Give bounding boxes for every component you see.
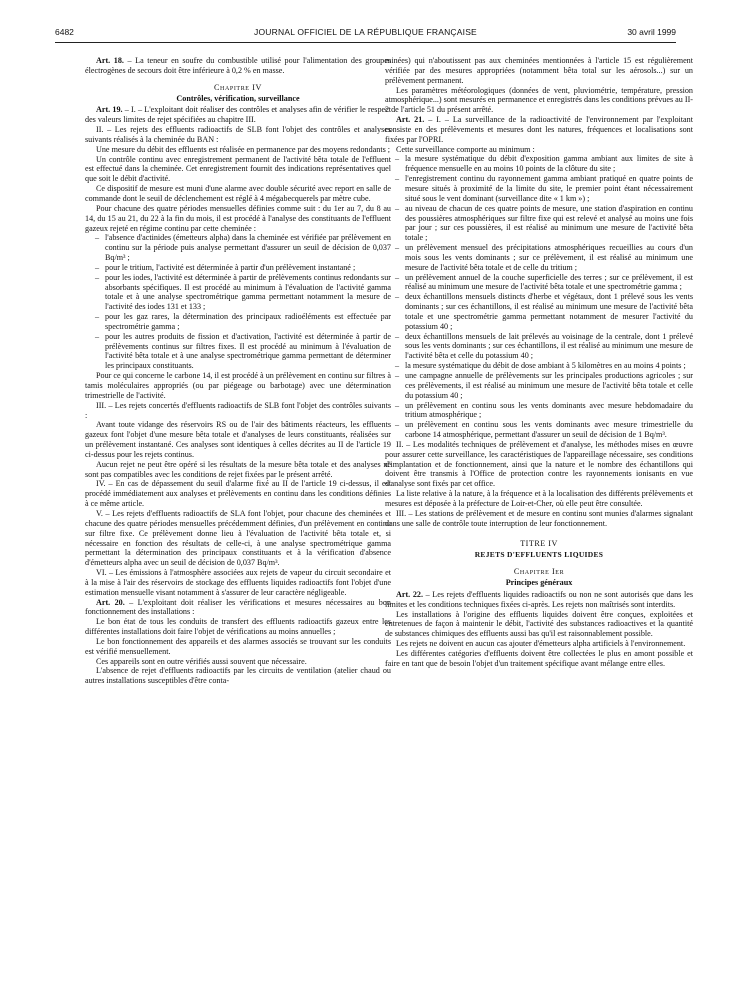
- paragraph: III. – Les stations de prélèvement et de mesure en continu sont munies d'alarmes signalant dans une salle de contrôle toute interruption de leur fonctionnement.: [385, 508, 693, 528]
- list-item: – un prélèvement mensuel des précipitations atmosphériques recueillies au cours d'un mois sous les vents dominants ; sur ce prélèvement, il est réalisé au minimum une mesure de l'activité bêta totale et de celle du tritium ;: [396, 243, 693, 273]
- article-18: [85, 56, 391, 76]
- journal-title: JOURNAL OFFICIEL DE LA RÉPUBLIQUE FRANÇAISE: [254, 27, 477, 37]
- article-19: [85, 105, 391, 125]
- article-18-label: Art. 18.: [96, 56, 124, 65]
- page-number: 6482: [55, 27, 74, 37]
- paragraph: Aucun rejet ne peut être opéré si les résultats de la mesure bêta totale et des analyses ne sont pas compatibles avec les conditions de rejet fixées par le présent arrêté.: [85, 459, 391, 479]
- left-column: [85, 56, 391, 686]
- list-item: – la mesure systématique du débit de dose ambiant à 5 kilomètres en au moins 4 points ;: [396, 361, 693, 371]
- article-21: [385, 115, 693, 145]
- header-rule: [55, 42, 676, 43]
- paragraph: Un contrôle continu avec enregistrement permanent de l'activité bêta totale de l'effluent est effectué dans la cheminée. Cet enregistrement fournit des indications représentatives quel que soit le débit d'activité.: [85, 154, 391, 184]
- paragraph: III. – Les rejets concertés d'effluents radioactifs de SLB font l'objet des contrôles suivants :: [85, 400, 391, 420]
- paragraph: Avant toute vidange des réservoirs RS ou de l'air des bâtiments réacteurs, les effluents gazeux font l'objet d'une mesure bêta totale et d'analyses de leurs constituants, réalisées sur un prélèvement instantané. Ces analyses sont identiques à celles décrites au II de l'article 19 ci-dessus pour les rejets continus.: [85, 420, 391, 459]
- paragraph: minées) qui n'aboutissent pas aux cheminées mentionnées à l'article 15 est régulièrement vérifiée par des mesures appropriées (notamment bêta total sur les aérosols...) sur un prélèvement permanent.: [385, 56, 693, 85]
- list-item: – pour les autres produits de fission et d'activation, l'activité est déterminée à partir de prélèvements continus sur filtres fixes. Il est procédé au minimum à l'évaluation de l'activité bêta totale et à une analyse spectrométrique gamma permettant de déterminer les principaux constituants.: [96, 332, 391, 371]
- paragraph: VI. – Les émissions à l'atmosphère associées aux rejets de vapeur du circuit secondaire et à la mise à l'air des réservoirs de stockage des effluents liquides radioactifs font l'objet d'une estimation mensuelle visant notamment à s'assurer de leur caractère négligeable.: [85, 568, 391, 597]
- paragraph: Cette surveillance comporte au minimum :: [396, 144, 535, 154]
- paragraph: Les paramètres météorologiques (données de vent, pluviométrie, température, pression atmosphérique...) sont mesurés en permanence et enregistrés dans les conditions prévues au II-2 de l'article 51 du présent arrêté.: [385, 85, 693, 115]
- article-22: [385, 590, 693, 610]
- list-item: – deux échantillons mensuels distincts d'herbe et végétaux, dont 1 prélevé sous les vents dominants ; sur ces échantillons, il est réalisé au minimum une mesure de l'activité bêta totale et une spectrométrie gamma permettant notamment de mesurer l'activité du potassium 40 ;: [396, 292, 693, 331]
- paragraph: IV. – En cas de dépassement du seuil d'alarme fixé au II de l'article 19 ci-dessus, il est procédé immédiatement aux analyses et prélèvements en continu dans les conditions définies à ce même article.: [85, 479, 391, 509]
- list-item: – une campagne annuelle de prélèvements sur les principales productions agricoles ; sur ces prélèvements, il est réalisé au minimum une mesure de l'activité bêta totale et celle du potassium 40 ;: [396, 371, 693, 401]
- list-item: – deux échantillons mensuels de lait prélevés au voisinage de la centrale, dont 1 prélevé sous les vents dominants ; sur ces échantillons, il est réalisé au minimum une mesure de l'activité bêta et celle du potassium 40 ;: [396, 332, 693, 362]
- article-21-label: Art. 21.: [396, 115, 425, 125]
- titre-heading: TITRE IV: [520, 538, 558, 548]
- paragraph: Une mesure du débit des effluents est réalisée en permanence par des moyens redondants ;: [96, 144, 391, 154]
- list-item: – l'enregistrement continu du rayonnement gamma ambiant pratiqué en quatre points de mesure situés à proximité de la limite du site, le premier point étant nécessairement situé sous le vent dominant (surveillance dite « 1 km ») ;: [396, 174, 693, 204]
- paragraph: Les différentes catégories d'effluents doivent être collectées le plus en amont possible et faire en tant que de besoin l'objet d'un traitement spécifique avant mélange entre elles.: [385, 648, 693, 668]
- paragraph: II. – Les modalités techniques de prélèvement et d'analyse, les méthodes mises en œuvre pour assurer cette surveillance, les caractéristiques de l'appareillage nécessaire, ses conditions d'implantation et de fonctionnement, ainsi que la nature et le nombre des échantillons qui doivent être transmis à l'Office de protection contre les rayonnements ionisants en vue d'analyse sont fixés par cet office.: [385, 439, 693, 489]
- article-22-text: – Les rejets d'effluents liquides radioactifs ou non ne sont autorisés que dans les limites et les conditions techniques fixées ci-après. Les rejets non maîtrisés sont interdits.: [385, 589, 693, 609]
- paragraph: Pour ce qui concerne le carbone 14, il est procédé à un prélèvement en continu sur filtres à tamis moléculaires appropriés (ou par piégeage ou barbotage) avec une détermination trimestrielle de l'activité.: [85, 371, 391, 400]
- list-item: – pour les gaz rares, la détermination des principaux radioéléments est effectuée par spectrométrie gamma ;: [96, 312, 391, 332]
- article-20-label: Art. 20.: [96, 597, 125, 607]
- article-18-text: – La teneur en soufre du combustible utilisé pour l'alimentation des groupes électrogènes de secours doit être inférieure à 0,2 % en masse.: [85, 56, 392, 75]
- paragraph: Les rejets ne doivent en aucun cas ajouter d'émetteurs alpha artificiels à l'environnement.: [396, 639, 686, 649]
- page-header: [55, 27, 676, 41]
- chapter-title: Principes généraux: [505, 578, 573, 588]
- list-item: – au niveau de chacun de ces quatre points de mesure, une station d'aspiration en continu des poussières atmosphériques sur filtre fixe qui est relevé et analysé au moins une fois par jour ; sur ces poussières, il est réalisé au minimum une mesure de l'activité bêta totale ;: [396, 204, 693, 243]
- chapter-title: Contrôles, vérification, surveillance: [176, 93, 300, 103]
- chapter-heading: Chapitre Ier: [513, 567, 565, 577]
- article-19-text: – I. – L'exploitant doit réaliser des contrôles et analyses afin de vérifier le respect des valeurs limites de rejet spécifiées au chapitre III.: [85, 105, 391, 125]
- article-20: [85, 598, 391, 618]
- list-item: – pour les iodes, l'activité est déterminée à partir de prélèvements continus redondants sur absorbants spécifiques. Il est procédé au minimum à l'évaluation de l'activité gamma totale et à une analyse spectrométrique gamma permettant notamment la mesure de l'activité des iodes 131 et 133 ;: [96, 273, 391, 312]
- paragraph: II. – Les rejets des effluents radioactifs de SLB font l'objet des contrôles et analyses suivants réalisés à la cheminée du BAN :: [85, 125, 391, 144]
- paragraph: Les installations à l'origine des effluents liquides doivent être conçues, exploitées et entretenues de façon à maintenir le débit, l'activité des substances radioactives et la quantité de substances chimiques des effluents aussi bas qu'il est raisonnablement possible.: [385, 609, 693, 639]
- paragraph: La liste relative à la nature, à la fréquence et à la localisation des différents prélèvements et mesures est déposée à la préfecture de Loir-et-Cher, où elle peut être consultée.: [385, 489, 693, 508]
- analysis-list: [85, 233, 391, 371]
- article-21-text: – I. – La surveillance de la radioactivité de l'environnement par l'exploitant consiste en des prélèvements et mesures dont les natures, fréquences et localisations sont fixées par l'OPRI.: [385, 115, 693, 144]
- surveillance-list: [385, 154, 693, 439]
- list-item: – la mesure systématique du débit d'exposition gamma ambiant aux limites de site à fréquence mensuelle en au moins 10 points de la clôture du site ;: [396, 154, 693, 174]
- paragraph: V. – Les rejets d'effluents radioactifs de SLA font l'objet, pour chacune des cheminées et chacune des quatre périodes mensuelles précédemment définies, d'un prélèvement en continu sur filtre fixe. Ce prélèvement donne lieu à l'évaluation de l'activité bêta totale et, si nécessaire en fonction des résultats de celle-ci, à une analyse spectrométrique gamma permettant la détermination des principaux constituants et à la vérification d'absence d'émetteurs alpha avec un seuil de décision de 0,037 Bq/m³.: [85, 508, 391, 568]
- right-column: [385, 56, 693, 669]
- paragraph: Ces appareils sont en outre vérifiés aussi souvent que nécessaire.: [96, 656, 307, 666]
- paragraph: L'absence de rejet d'effluents radioactifs par les circuits de ventilation (atelier chaud ou autres installations susceptibles d'être conta-: [85, 666, 391, 686]
- list-item: – un prélèvement en continu sous les vents dominants avec mesure hebdomadaire du tritium atmosphérique ;: [396, 401, 693, 421]
- article-20-text: – L'exploitant doit réaliser les vérifications et mesures nécessaires au bon fonctionnement des installations :: [85, 597, 391, 617]
- publication-date: 30 avril 1999: [627, 27, 676, 37]
- list-item: – l'absence d'actinides (émetteurs alpha) dans la cheminée est vérifiée par prélèvement en continu sur la période puis analyse permettant d'assurer un seuil de décision de 0,037 Bq/m³ ;: [96, 233, 391, 263]
- paragraph: Le bon état de tous les conduits de transfert des effluents radioactifs gazeux entre les différentes installations doit faire l'objet de vérifications au moins annuelles ;: [85, 617, 391, 637]
- article-22-label: Art. 22.: [396, 589, 423, 599]
- titre-title: REJETS D'EFFLUENTS LIQUIDES: [474, 550, 604, 560]
- list-item: – un prélèvement en continu sous les vents dominants avec mesure trimestrielle du carbone 14 atmosphérique, permettant d'assurer un seuil de décision de 1 Bq/m³.: [396, 420, 693, 440]
- paragraph: Pour chacune des quatre périodes mensuelles définies comme suit : du 1er au 7, du 8 au 14, du 15 au 21, du 22 à la fin du mois, il est procédé à l'analyse des constituants de l'effluent gazeux rejeté en régime continu par cette cheminée :: [85, 203, 391, 233]
- paragraph: Le bon fonctionnement des appareils et des alarmes associés se trouvant sur les conduits est vérifié mensuellement.: [85, 636, 391, 656]
- chapter-heading: Chapitre IV: [214, 82, 262, 92]
- article-19-label: Art. 19.: [96, 105, 123, 115]
- list-item: – pour le tritium, l'activité est déterminée à partir d'un prélèvement instantané ;: [96, 263, 391, 273]
- paragraph: Ce dispositif de mesure est muni d'une alarme avec double sécurité avec report en salle de commande dont le seuil de déclenchement est réglé à 4 mégabecquerels par mètre cube.: [85, 184, 391, 203]
- list-item: – un prélèvement annuel de la couche superficielle des terres ; sur ce prélèvement, il est réalisé au minimum une mesure de l'activité bêta totale et une spectrométrie gamma ;: [396, 273, 693, 293]
